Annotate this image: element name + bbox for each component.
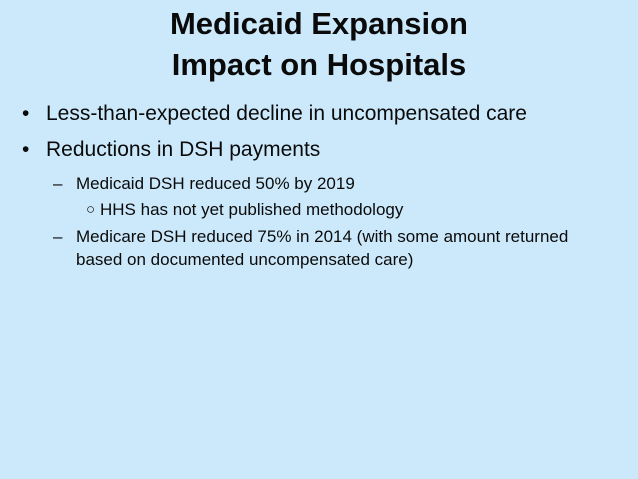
bullet-item xyxy=(0,100,638,127)
bullet-list xyxy=(0,100,638,274)
slide-title xyxy=(0,3,638,85)
bullet-item xyxy=(0,136,638,163)
dash-icon: – xyxy=(53,227,63,246)
sub-bullet-text: Medicare DSH reduced 75% in 2014 (with some amount returned based on documented uncompensated care) xyxy=(76,227,569,269)
sub-sub-bullet-text: HHS has not yet published methodology xyxy=(100,200,404,219)
sub-bullet-item xyxy=(0,225,638,271)
bullet-dot-icon: • xyxy=(22,138,30,161)
dash-icon: – xyxy=(53,174,63,193)
title-line-2: Impact on Hospitals xyxy=(171,47,467,82)
sub-bullet-text: Medicaid DSH reduced 50% by 2019 xyxy=(76,174,355,193)
bullet-dot-icon: • xyxy=(22,102,30,125)
sub-bullet-item xyxy=(0,172,638,195)
bullet-text: Reductions in DSH payments xyxy=(46,138,321,161)
circle-icon: ○ xyxy=(86,201,96,218)
sub-sub-bullet-item xyxy=(0,198,638,221)
title-line-1: Medicaid Expansion xyxy=(169,6,468,41)
bullet-text: Less-than-expected decline in uncompensated care xyxy=(46,102,527,125)
